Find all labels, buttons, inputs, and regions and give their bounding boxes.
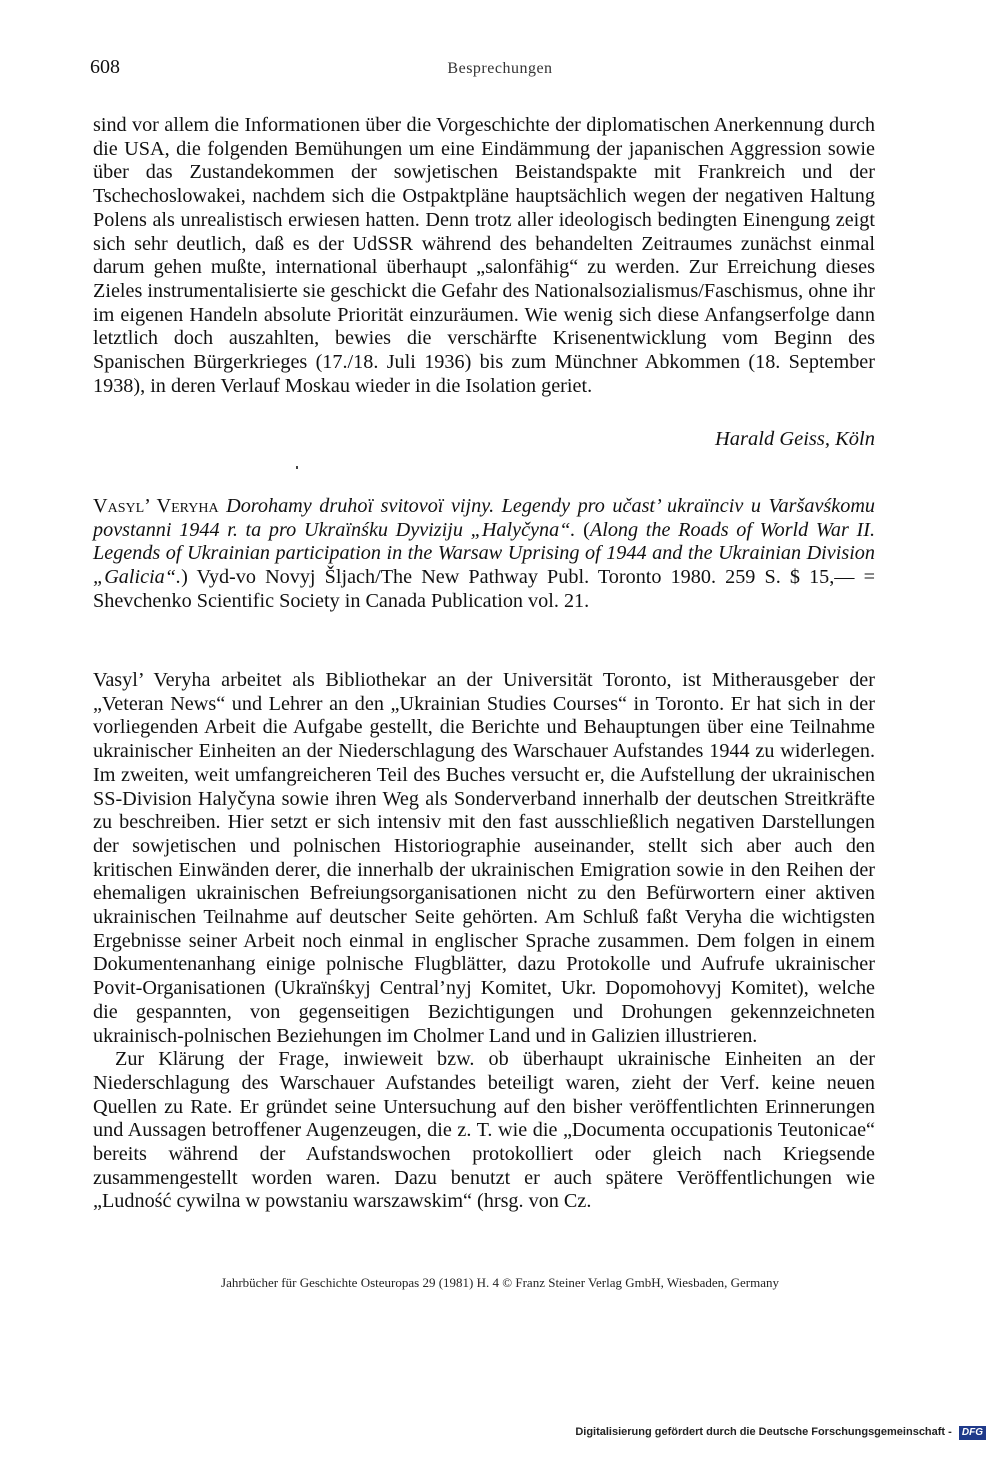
running-title: Besprechungen [447,60,553,77]
review2-author: Vasyl’ Veryha [93,495,219,517]
review2-translated-title: Along the Roads of World War II. Legends of Ukrainian participation in the Warsaw Uprising of 1944 and the Ukrainian Division „Galicia“. [93,518,875,589]
page-number: 608 [90,56,120,78]
dfg-logo-icon: DFG [959,1426,986,1440]
digitization-note [575,1426,986,1440]
review2-paragraph-1: Vasyl’ Veryha arbeitet als Bibliothekar an der Universität Toronto, ist Mitherausgeber der „Veteran News“ und Lehrer an den „Ukrainian Studies Courses“ in Toronto. Er hat sich in der vorliegenden Arbeit die Aufgabe gestellt, die Berichte und Behauptungen über eine Teilnahme ukrainischer Einheiten an der Niederschlagung des Warschauer Aufstandes 1944 zu widerlegen. Im zweiten, weit umfangreicheren Teil des Buches versucht er, die Aufstellung der ukrainischen SS-Division Halyčyna sowie ihren Weg als Sonderverband innerhalb der deutschen Streitkräfte zu beschreiben. Hier setzt er sich intensiv mit den fast ausschließlich negativen Darstellungen der sowjetischen und polnischen Historiographie auseinander, stellt sich aber auch den kritischen Einwänden derer, die innerhalb der ukrainischen Emigration sowie in den Reihen der ehemaligen ukrainischen Befreiungsorganisationen nicht zu den Befürwortern einer aktiven ukrainischen Teilnahme auf deutscher Seite gehörten. Am Schluß faßt Veryha die wichtigsten Ergebnisse seiner Arbeit noch einmal in englischer Sprache zusammen. Dem folgen in einem Dokumentenanhang einige polnische Flugblätter, dazu Protokolle und Aufrufe ukrainischer Povit-Organisationen (Ukraïnśkyj Central’nyj Komitet, Ukr. Dopomohovyj Komitet), welche die gespannten, von gegenseitigen Bezichtigungen und Drohungen gekennzeichneten ukrainisch-polnischen Beziehungen im Cholmer Land und in Galizien illustrieren. [93,669,875,1047]
scan-speck [296,466,298,469]
review1-body [93,114,875,398]
review2-translation-open: ( [575,518,590,541]
journal-footer: Jahrbücher für Geschichte Osteuropas 29 (1981) H. 4 © Franz Steiner Verlag GmbH, Wiesbaden, Germany [221,1275,779,1290]
review2-paragraph-2: Zur Klärung der Frage, inwieweit bzw. ob überhaupt ukrainische Einheiten an der Niederschlagung des Warschauer Aufstandes beteiligt waren, zieht der Verf. keine neuen Quellen zu Rate. Er gründet seine Untersuchung auf den bisher veröffentlichten Erinnerungen und Aussagen betroffener Augenzeugen, die z. T. wie die „Documenta occupationis Teutonicae“ bereits während der Aufstandswochen protokolliert oder gleich nach Kriegsende zusammengestellt worden waren. Dazu benutzt er auch spätere Veröffentlichungen wie „Ludność cywilna w powstaniu warszawskim“ (hrsg. von Cz. [93,1048,875,1213]
review1-signature: Harald Geiss, Köln [714,428,875,450]
review2-publication: ) Vyd-vo Novyj Šljach/The New Pathway Publ. Toronto 1980. 259 S. $ 15,— = Shevchenko Scientific Society in Canada Publication vol. 21. [93,566,875,612]
review2-body [93,669,875,1214]
review2-bibliographic-heading [93,495,875,614]
digitization-text: Digitalisierung gefördert durch die Deutsche Forschungsgemeinschaft - [575,1426,952,1438]
review2-title: Dorohamy druhoï svitovoï vijny. Legendy pro učast’ ukraïnciv u Varšavśkomu povstanni 1944 r. ta pro Ukraïnśku Dyviziju „Halyčyna“. [93,495,875,541]
review1-paragraph: sind vor allem die Informationen über die Vorgeschichte der diplomatischen Anerkennung durch die USA, die folgenden Bemühungen um eine Eindämmung der japanischen Aggression sowie über das Zustandekommen der sowjetischen Beistandspakte mit Frankreich und der Tschechoslowakei, nachdem sich die Ostpaktpläne hauptsächlich wegen der negativen Haltung Polens als unrealistisch erwiesen hatten. Denn trotz aller ideologisch bedingten Einengung zeigt sich sehr deutlich, daß es der UdSSR während des behandelten Zeitraumes zunächst einmal darum gehen mußte, international überhaupt „salonfähig“ zu werden. Zur Erreichung dieses Zieles instrumentalisierte sie geschickt die Gefahr des Nationalsozialismus/Faschismus, ohne ihr im eigenen Handeln absolute Priorität einzuräumen. Wie wenig sich diese Anfangserfolge dann letztlich doch auszahlten, bewies die verschärfte Krisenentwicklung vom Beginn des Spanischen Bürgerkrieges (17./18. Juli 1936) bis zum Münchner Abkommen (18. September 1938), in deren Verlauf Moskau wieder in die Isolation geriet. [93,114,875,397]
